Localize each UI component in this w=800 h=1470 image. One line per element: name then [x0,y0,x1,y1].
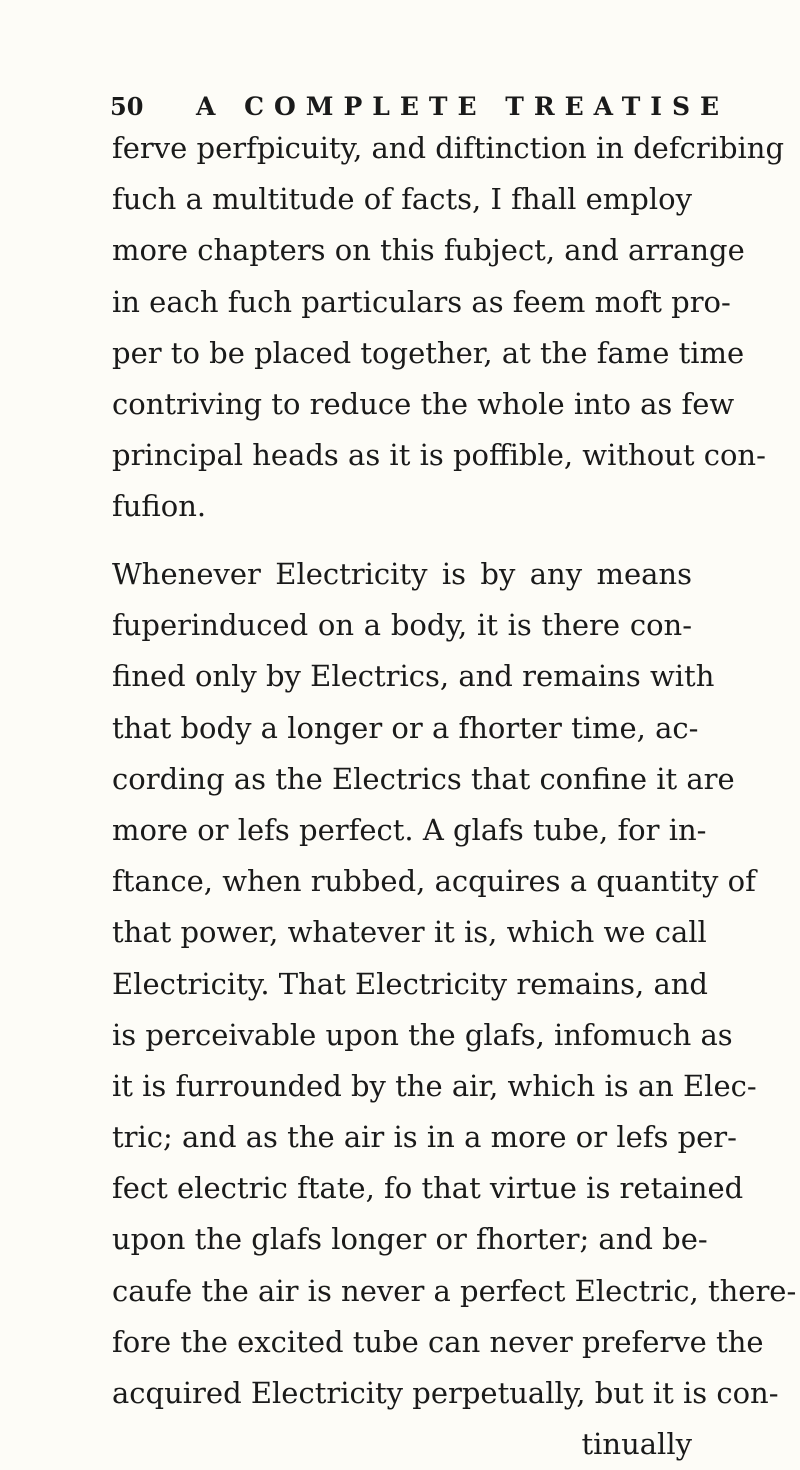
text-line: more chapters on this fubject, and arrange [112,233,745,268]
text-line: ferve perfpicuity, and diftinction in defcribing [112,131,785,165]
text-line: that body a longer or a fhorter time, ac- [112,710,699,745]
text-line: fined only by Electrics, and remains with [112,659,715,694]
page-number: 50 [110,92,144,121]
text-line: fufion. [112,489,207,524]
text-line: that power, whatever it is, which we call [112,915,707,950]
text-line: ftance, when rubbed, acquires a quantity of [112,864,756,899]
text-line: upon the glafs longer or fhorter; and be- [112,1222,708,1257]
text-line: is perceivable upon the glafs, infomuch as [112,1017,733,1052]
text-line: per to be placed together, at the fame time [112,335,745,370]
text-line: contriving to reduce the whole into as few [112,386,735,421]
text-line: in each fuch particulars as feem moft pro- [112,284,731,319]
paragraph-1 [112,123,785,533]
text-line: more or lefs perfect. A glafs tube, for in- [112,812,707,847]
text-line: cording as the Electrics that confine it are [112,761,735,796]
text-line: tric; and as the air is in a more or lefs per- [112,1120,737,1155]
text-line: it is furrounded by the air, which is an Elec- [112,1068,757,1103]
paragraph-2 [112,549,797,1470]
text-line: fuch a multitude of facts, I fhall employ [112,182,692,217]
text-line: Whenever Electricity is by any means [112,557,692,591]
text-line: Electricity. That Electricity remains, and [112,966,708,1001]
text-line: fore the excited tube can never preferve the [112,1324,764,1359]
text-line: acquired Electricity perpetually, but it is con- [112,1376,779,1410]
running-title: A COMPLETE TREATISE [196,92,730,121]
text-line: fuperinduced on a body, it is there con- [112,608,692,643]
text-line: principal heads as it is poffible, without con- [112,438,766,473]
text-line: caufe the air is never a perfect Electric, there- [112,1273,797,1308]
catchword: tinually [581,1427,692,1462]
text-line: fect electric ftate, fo that virtue is retained [112,1171,744,1206]
